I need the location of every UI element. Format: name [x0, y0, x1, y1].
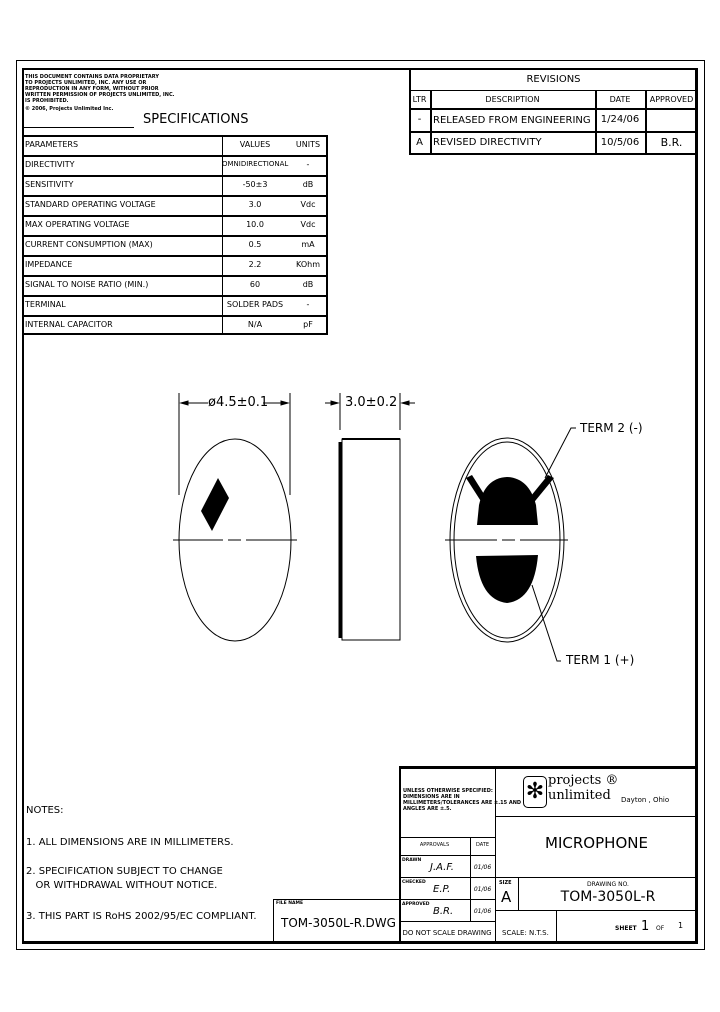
notice-line: WRITTEN PERMISSION OF PROJECTS UNLIMITED, INC. — [25, 92, 175, 98]
checked-by: E.P. — [433, 884, 451, 895]
tb-rule — [495, 910, 698, 911]
drawing-number: TOM-3050L-R — [560, 889, 656, 905]
tolerance-note — [403, 788, 521, 812]
polarity-marker-diamond — [201, 478, 229, 531]
header-units: UNITS — [295, 140, 321, 149]
param-unit: Vdc — [300, 200, 316, 209]
term1-label: TERM 1 (+) — [566, 653, 635, 667]
tb-rule — [495, 910, 496, 944]
param-value: -50±3 — [242, 180, 268, 189]
sheet-of-label: OF — [656, 925, 665, 932]
rev-ltr: - — [417, 114, 422, 125]
term2-pad — [466, 475, 554, 525]
sheet-total: 1 — [678, 921, 684, 930]
param-value: SOLDER PADS — [226, 300, 284, 309]
tb-rule — [399, 921, 495, 922]
do-not-scale-note: DO NOT SCALE DRAWING — [402, 929, 492, 937]
title-block — [273, 766, 698, 944]
rev-header-date: DATE — [609, 95, 631, 104]
tolerance-line: ANGLES ARE ±.5. — [403, 806, 452, 812]
drawn-date: 01/06 — [473, 864, 492, 871]
tolerance-line: DIMENSIONS ARE IN — [403, 794, 460, 800]
checked-label: CHECKED — [402, 880, 426, 885]
rev-date: 1/24/06 — [600, 114, 640, 125]
param-name: IMPEDANCE — [25, 260, 73, 269]
param-name: SIGNAL TO NOISE RATIO (MIN.) — [25, 280, 149, 289]
param-unit: KOhm — [296, 260, 320, 269]
tb-rule — [399, 766, 698, 769]
size-value: A — [501, 888, 512, 906]
notice-line: TO PROJECTS UNLIMITED, INC. ANY USE OR — [25, 80, 147, 86]
param-value: N/A — [247, 320, 263, 329]
param-unit: dB — [302, 180, 314, 189]
param-unit: - — [306, 300, 310, 309]
scale-value: SCALE: N.T.S. — [502, 929, 549, 937]
rev-description: RELEASED FROM ENGINEERING — [433, 115, 591, 126]
param-value: 0.5 — [248, 240, 262, 249]
tolerance-line: MILLIMETERS/TOLERANCES ARE ±.15 AND — [403, 800, 522, 806]
param-value: 3.0 — [248, 200, 262, 209]
company-logo — [523, 776, 547, 808]
rev-approved: B.R. — [660, 136, 683, 149]
tb-rule — [399, 899, 495, 900]
notice-line: THIS DOCUMENT CONTAINS DATA PROPRIETARY — [25, 74, 159, 80]
param-unit: Vdc — [300, 220, 316, 229]
revisions-title: REVISIONS — [526, 74, 581, 85]
param-name: DIRECTIVITY — [25, 160, 75, 169]
rev-date: 10/5/06 — [600, 137, 640, 148]
param-name: INTERNAL CAPACITOR — [25, 320, 113, 329]
notice-line: IS PROHIBITED. — [25, 98, 69, 104]
tb-rule — [399, 855, 495, 856]
header-parameters: PARAMETERS — [25, 140, 79, 149]
drawn-label: DRAWN — [402, 858, 422, 863]
note-item: 3. THIS PART IS RoHS 2002/95/EC COMPLIANT. — [26, 911, 257, 922]
sheet-number: 1 — [641, 919, 650, 934]
tolerance-line: UNLESS OTHERWISE SPECIFIED: — [403, 788, 493, 794]
tb-rule — [495, 816, 698, 817]
company-line1: projects ® — [548, 773, 619, 788]
rev-header-ltr: LTR — [412, 95, 427, 104]
tb-rule — [556, 910, 557, 944]
rev-header-description: DESCRIPTION — [485, 95, 540, 104]
company-location: Dayton , Ohio — [621, 796, 670, 804]
company-line2: unlimited — [548, 788, 611, 803]
param-unit: - — [306, 160, 310, 169]
diameter-label: ø4.5±0.1 — [208, 395, 269, 410]
file-name-label: FILE NAME — [276, 901, 304, 906]
thickness-label: 3.0±0.2 — [345, 395, 398, 410]
tb-rule — [273, 899, 399, 900]
notice-line: © 2006, Projects Unlimited Inc. — [25, 106, 114, 112]
param-value: 60 — [249, 280, 261, 289]
param-unit: mA — [301, 240, 315, 249]
drawn-by: J.A.F. — [430, 862, 454, 873]
note-item: OR WITHDRAWAL WITHOUT NOTICE. — [26, 880, 218, 891]
note-item: 2. SPECIFICATION SUBJECT TO CHANGE — [26, 866, 223, 877]
tb-rule — [399, 877, 495, 878]
param-unit: pF — [303, 320, 313, 329]
param-name: MAX OPERATING VOLTAGE — [25, 220, 130, 229]
approvals-date-header: DATE — [475, 842, 489, 848]
param-name: SENSITIVITY — [25, 180, 74, 189]
file-name: TOM-3050L-R.DWG — [281, 916, 396, 930]
part-title: MICROPHONE — [545, 834, 648, 852]
param-value: OMNIDIRECTIONAL — [222, 160, 289, 168]
param-name: TERMINAL — [25, 300, 66, 309]
specifications-title: SPECIFICATIONS — [143, 112, 249, 127]
asterisk-logo-icon: ✻ — [525, 779, 545, 804]
side-view-body — [342, 439, 400, 640]
drawing-no-label: DRAWING NO. — [587, 881, 629, 888]
approved-label: APPROVED — [402, 902, 430, 907]
notice-line: REPRODUCTION IN ANY FORM, WITHOUT PRIOR — [25, 86, 159, 92]
company-name — [548, 773, 618, 803]
rev-header-approved: APPROVED — [649, 95, 694, 104]
param-value: 2.2 — [248, 260, 262, 269]
header-values: VALUES — [239, 140, 271, 149]
term-leaders — [532, 428, 576, 661]
approved-by: B.R. — [433, 906, 454, 917]
tb-rule — [273, 899, 274, 944]
tb-rule — [495, 877, 698, 878]
rev-description: REVISED DIRECTIVITY — [433, 137, 542, 148]
checked-date: 01/06 — [473, 886, 492, 893]
note-item: 1. ALL DIMENSIONS ARE IN MILLIMETERS. — [26, 837, 234, 848]
tb-rule — [399, 837, 495, 838]
sheet-label: SHEET — [615, 925, 637, 932]
approvals-header: APPROVALS — [419, 842, 450, 848]
param-unit: dB — [302, 280, 314, 289]
approved-date: 01/06 — [473, 908, 492, 915]
rev-ltr: A — [416, 137, 423, 148]
notes-title: NOTES: — [26, 805, 64, 816]
param-value: 10.0 — [246, 220, 264, 229]
size-label: SIZE — [499, 880, 512, 886]
term2-label: TERM 2 (-) — [580, 421, 643, 435]
param-name: STANDARD OPERATING VOLTAGE — [25, 200, 156, 209]
term1-pad — [476, 555, 538, 603]
param-name: CURRENT CONSUMPTION (MAX) — [25, 240, 153, 249]
